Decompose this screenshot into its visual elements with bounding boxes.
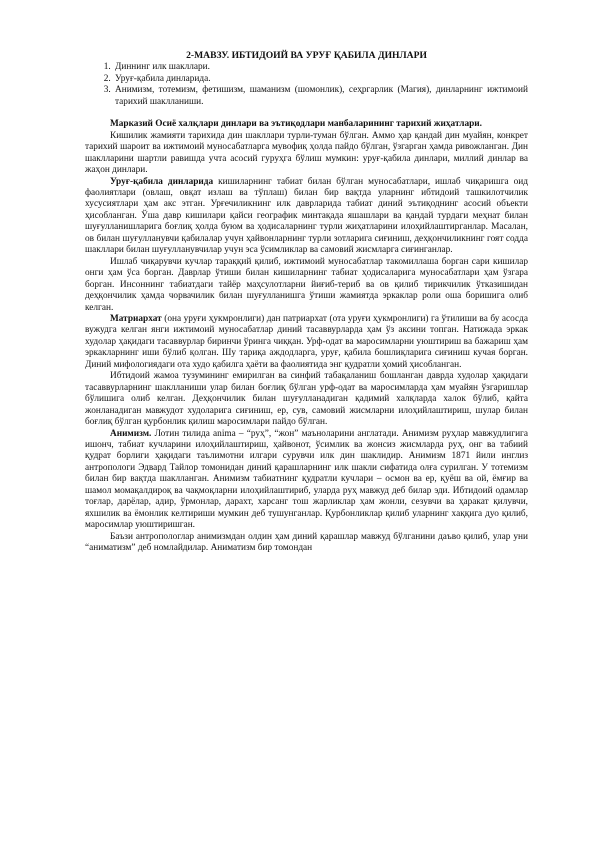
paragraph-lead: Матриархат [110, 313, 162, 324]
topic-outline [85, 62, 528, 108]
paragraph-text: Ишлаб чиқарувчи кучлар тараққий қилиб, ижтимоий муносабатлар такомиллаша борган сари кишилар онги ҳам ўса борган. Даврлар ўтиши билан кишиларнинг табиат ҳодисаларига муносабатлари ҳам ўзгара борган. Инсоннинг табиатдаги тайёр маҳсулотларни йиғиб-териб ва ов қилиб тирикчилик ўтказишидан деҳқончилик ҳамда чорвачилик билан шуғулланишга ўтиши жамиятда эркаклар роли оша боришига олиб келган. [85, 256, 528, 313]
paragraph-text: Кишилик жамияти тарихида дин шакллари турли-туман бўлган. Аммо ҳар қандай дин муайян, конкрет тарихий шароит ва ижтимоий муносабатларга мувофиқ ҳолда пайдо бўлган, ўзгарган ҳамда ривожланган. Дин шаклларини шартли равишда учта асосий гуруҳга бўлиш мумкин: уруғ-қабила динлари, миллий динлар ва жаҳон динлари. [85, 130, 528, 176]
paragraph-text: Баъзи антропологлар анимизмдан олдин ҳам диний қарашлар мавжуд бўлганини даъво қилиб, улар уни “аниматизм” деб номлайдилар. Аниматизм бир томондан [85, 531, 528, 554]
paragraph-text: кишиларнинг табиат билан бўлган муносабатлари, ишлаб чиқаришга оид фаолиятлари (овлаш, овқат излаш ва тўплаш) билан бир вақтда уларнинг ибтидоий ташкилотчилик хусусиятлари ҳам акс этган. Урғечиликнинг илк даврларида табиат диний эътиқоднинг асосий объекти ҳисобланган. Ўша давр кишилари қайси географик минтақада яшашлари ва қандай турдаги меҳнат билан шуғулланишларига боғлиқ ҳолда буюм ва ҳодисаларнинг турли жиҳатларини илоҳийлаштирганлар. Масалан, ов билан шуғулланувчи қабилалар учун ҳайвонларнинг турли зотларига сиғиниш, деҳқончиликнинг гоят содда шакллари билан шуғулланувчилар учун эса ўсимликлар ва самовий жисмларга сиғинганлар. [85, 176, 528, 256]
paragraph-lead: Уруғ-қабила динларида [110, 176, 214, 187]
paragraph-text: Лотин тилида anima – “руҳ”, “жон” маъноларини англатади. Анимизм руҳлар мавжудлигига ишонч, табиат кучларини илоҳийлаштириш, ҳайвонот, ўсимлик ва жонсиз жисмларда руҳ, онг ва табиий қудрат борлиги ҳақидаги таълимотни илгари сурувчи илк дин шаклидир. Анимизм 1871 йили инглиз антропологи Эдвард Тайлор томонидан диний қарашларнинг илк шакли сифатида олға сурилган. У тотемизм билан бир вақтда шаклланган. Анимизм табиатнинг қудратли кучлари – осмон ва ер, қуёш ва ой, ёмғир ва шамол момақалдироқ ва чақмоқларни илоҳийлаштириб, уларда руҳ мавжуд деб билар эди. Ибтидоий одамлар тоғлар, дарёлар, адир, ўрмонлар, дарахт, харсанг тош жарликлар ҳам жонли, сезувчи ва ҳаракат қилувчи, яхшилик ва ёмонлик келтириши мумкин деб тушунганлар. Қурбонликлар қилиб уларнинг хаққига дуо қилиб, маросимлар уюштиришган. [85, 428, 528, 531]
outline-item: 3. Анимизм, тотемизм, фетишизм, шаманизм (шомонлик), сеҳргарлик (Магия), динларнинг ижтимоий тарихий шаклланиши. [113, 85, 528, 108]
section-heading: Марказий Осиё халқлари динлари ва эътиқодлари манбаларининг тарихий жиҳатлари. [110, 119, 482, 130]
paragraph-text: (она уруғи ҳукмронлиги) дан патриархат (ота уруғи ҳукмронлиги) га ўтилиши ва бу асосда вужудга келган янги ижтимоий муносабатлар диний тасаввурларда ҳам ўз аксини топган. Натижада эркак худолар ҳақидаги тасаввурлар биринчи ўринга чиққан. Урф-одат ва маросимларни уюштириш ва бажариш ҳам эркакларнинг иши бўлиб қолган. Шу тариқа аждодларга, уруғ, қабила бошлиқларига сиғиниш кучая борган. Диний мифологиядаги ота худо қабилга ҳаёти ва фаолиятида энг қудратли ҳомий ҳисобланган. [85, 313, 528, 370]
paragraph-animatizm [85, 532, 528, 555]
paragraph-urug-qabila [85, 177, 528, 257]
page-title: 2-МАВЗУ. ИБТИДОИЙ ВА УРУҒ ҚАБИЛА ДИНЛАРИ [186, 50, 427, 61]
paragraph-lead: Анимизм. [110, 428, 152, 439]
paragraph-text: Ибтидоий жамоа тузумининг емирилган ва синфий табақаланиш бошланган даврда худолар ҳақидаги тасаввурларнинг шаклланиши улар билан боғлиқ бўлган урф-одат ва маросимларда ҳам муайян ўзгаришлар бўлишига олиб келган. Деҳқончилик билан шуғулланадиган қадимий халқларда халок бўлиб, қайта жонланадиган мавжудот худоларига сиғиниш, ер, сув, самовий жисмларни илоҳийлаштириш, шулар билан боғлиқ бўлган қурбонлик қилиш маросимлари пайдо бўлган. [85, 371, 528, 428]
paragraph-ibtidoiy-jamoa [85, 371, 528, 428]
outline-item: 2. Уруғ-қабила динларида. [113, 74, 528, 85]
paragraph-animizm [85, 429, 528, 532]
paragraph-dinshakllari [85, 131, 528, 177]
paragraph-ishlab-chiqaruvchi [85, 257, 528, 314]
paragraph-matriarxat [85, 314, 528, 371]
outline-item: 1. Диннинг илк шакллари. [113, 62, 528, 73]
